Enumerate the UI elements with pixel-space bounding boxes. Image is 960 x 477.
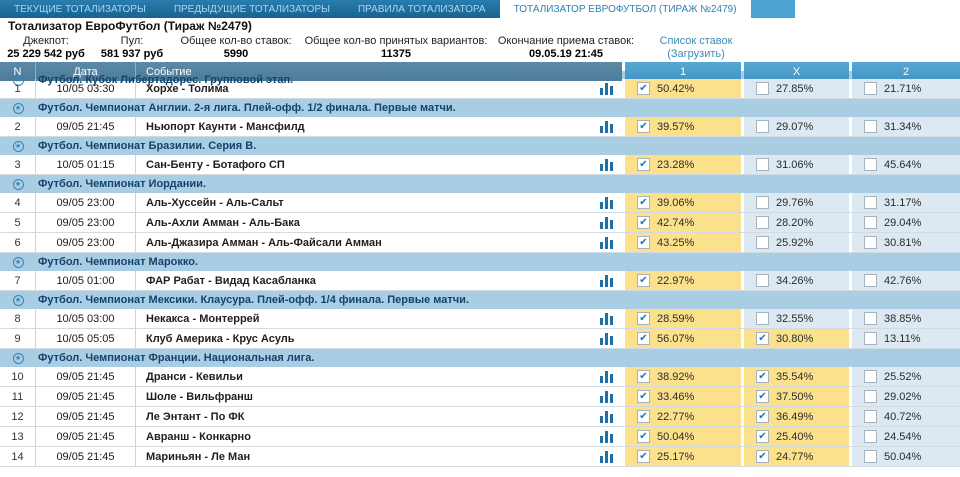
outcome-checkbox[interactable] [864, 274, 877, 287]
column-header-1: 1 [625, 62, 741, 81]
outcome-percentage: 34.26% [776, 274, 814, 287]
outcome-percentage: 31.17% [884, 196, 922, 209]
outcome-percentage: 21.71% [884, 82, 922, 95]
match-date: 09/05 21:45 [36, 117, 136, 136]
outcome-cell-2 [852, 427, 960, 446]
outcome-percentage: 37.50% [776, 390, 814, 403]
tournament-ball-icon: ★ [13, 75, 24, 86]
outcome-cell-x [744, 447, 849, 466]
outcome-cell-2 [852, 233, 960, 252]
stats-bars-icon[interactable] [592, 427, 622, 446]
match-teams: Ле Энтант - По ФК [146, 410, 245, 423]
outcome-cell-x [744, 233, 849, 252]
outcome-percentage: 39.06% [657, 196, 695, 209]
match-date: 09/05 23:00 [36, 213, 136, 232]
outcome-checkbox[interactable] [756, 236, 769, 249]
outcome-cell-1 [625, 117, 741, 136]
match-number: 12 [0, 407, 36, 426]
match-row [0, 117, 960, 137]
match-teams: Шоле - Вильфранш [146, 390, 253, 403]
outcome-checkbox[interactable] [864, 158, 877, 171]
match-teams: Авранш - Конкарно [146, 430, 251, 443]
tab-previous-totalizators[interactable]: ПРЕДЫДУЩИЕ ТОТАЛИЗАТОРЫ [160, 0, 344, 18]
outcome-checkbox[interactable]: ✔ [756, 332, 769, 345]
outcome-checkbox[interactable] [756, 312, 769, 325]
jackpot-label: Джекпот: [23, 35, 69, 47]
outcome-percentage: 30.81% [884, 236, 922, 249]
outcome-cell-2 [852, 387, 960, 406]
outcome-cell-1 [625, 407, 741, 426]
outcome-checkbox[interactable] [756, 120, 769, 133]
outcome-cell-2 [852, 407, 960, 426]
accepted-variants-label: Общее кол-во принятых вариантов: [304, 35, 488, 47]
column-header-x: X [744, 62, 849, 81]
match-teams: ФАР Рабат - Видад Касабланка [146, 274, 316, 287]
stats-bars-icon[interactable] [592, 117, 622, 136]
outcome-percentage: 36.49% [776, 410, 814, 423]
stats-bars-icon[interactable] [592, 329, 622, 348]
outcome-percentage: 33.46% [657, 390, 695, 403]
outcome-cell-1 [625, 367, 741, 386]
match-teams: Мариньян - Ле Ман [146, 450, 251, 463]
outcome-checkbox[interactable] [864, 332, 877, 345]
pool-block [92, 35, 172, 62]
outcome-cell-x [744, 271, 849, 290]
outcome-cell-x [744, 193, 849, 212]
bets-list-download-link[interactable] [640, 35, 752, 62]
outcome-percentage: 50.42% [657, 82, 695, 95]
outcome-cell-x [744, 367, 849, 386]
stats-bars-icon[interactable] [592, 407, 622, 426]
match-row [0, 79, 960, 99]
tournament-ball-icon: ★ [13, 141, 24, 152]
outcome-percentage: 38.85% [884, 312, 922, 325]
top-tab-bar [0, 0, 960, 18]
outcome-cell-2 [852, 155, 960, 174]
tournament-name: Футбол. Чемпионат Англии. 2-я лига. Плей-офф. 1/2 финала. Первые матчи. [38, 102, 456, 114]
outcome-cell-1 [625, 329, 741, 348]
match-number: 10 [0, 367, 36, 386]
match-date: 10/05 05:05 [36, 329, 136, 348]
outcome-checkbox[interactable] [864, 390, 877, 403]
outcome-checkbox[interactable]: ✔ [756, 370, 769, 383]
outcome-percentage: 56.07% [657, 332, 695, 345]
tournament-header-row [0, 253, 960, 271]
tournament-header-row [0, 175, 960, 193]
match-number: 4 [0, 193, 36, 212]
tournament-ball-icon: ★ [13, 295, 24, 306]
outcome-percentage: 29.02% [884, 390, 922, 403]
outcome-percentage: 24.54% [884, 430, 922, 443]
outcome-percentage: 28.59% [657, 312, 695, 325]
outcome-cell-x [744, 407, 849, 426]
outcome-cell-2 [852, 213, 960, 232]
outcome-checkbox[interactable]: ✔ [637, 312, 650, 325]
stats-bars-icon[interactable] [592, 367, 622, 386]
match-number: 3 [0, 155, 36, 174]
deadline-block [492, 35, 640, 62]
outcome-checkbox[interactable]: ✔ [637, 236, 650, 249]
match-number: 8 [0, 309, 36, 328]
outcome-cell-x [744, 329, 849, 348]
outcome-checkbox[interactable]: ✔ [637, 120, 650, 133]
tournament-header-row [0, 349, 960, 367]
match-number: 11 [0, 387, 36, 406]
match-row [0, 447, 960, 467]
total-bets-block [172, 35, 300, 62]
outcome-percentage: 24.77% [776, 450, 814, 463]
tournament-ball-icon: ★ [13, 353, 24, 364]
outcome-checkbox[interactable]: ✔ [637, 390, 650, 403]
outcome-checkbox[interactable] [864, 216, 877, 229]
match-teams: Хорхе - Толима [146, 82, 229, 95]
outcome-cell-1 [625, 447, 741, 466]
match-number: 5 [0, 213, 36, 232]
outcome-checkbox[interactable]: ✔ [637, 82, 650, 95]
tournament-name: Футбол. Чемпионат Франции. Национальная лига. [38, 352, 315, 364]
match-date: 09/05 21:45 [36, 387, 136, 406]
outcome-percentage: 50.04% [657, 430, 695, 443]
outcome-checkbox[interactable]: ✔ [756, 410, 769, 423]
match-row [0, 271, 960, 291]
jackpot-value: 25 229 542 руб [7, 48, 85, 60]
match-date: 09/05 21:45 [36, 367, 136, 386]
column-header-date: Дата [36, 62, 136, 81]
outcome-checkbox[interactable]: ✔ [637, 332, 650, 345]
stats-bars-icon[interactable] [592, 309, 622, 328]
outcome-cell-2 [852, 367, 960, 386]
outcome-checkbox[interactable]: ✔ [637, 430, 650, 443]
match-row [0, 427, 960, 447]
bets-list-link-line1: Список ставок [659, 35, 733, 47]
outcome-cell-1 [625, 427, 741, 446]
outcome-cell-x [744, 155, 849, 174]
outcome-percentage: 30.80% [776, 332, 814, 345]
match-row [0, 155, 960, 175]
outcome-cell-1 [625, 155, 741, 174]
outcome-cell-x [744, 427, 849, 446]
outcome-cell-x [744, 387, 849, 406]
match-number: 9 [0, 329, 36, 348]
outcome-cell-1 [625, 193, 741, 212]
pool-label: Пул: [120, 35, 144, 47]
match-row [0, 387, 960, 407]
outcome-percentage: 22.97% [657, 274, 695, 287]
column-header-2: 2 [852, 62, 960, 81]
tournament-name: Футбол. Чемпионат Мексики. Клаусура. Плей-офф. 1/4 финала. Первые матчи. [38, 294, 470, 306]
events-table-body [0, 71, 960, 467]
tournament-name: Футбол. Чемпионат Бразилии. Серия B. [38, 140, 257, 152]
stats-bars-icon[interactable] [592, 155, 622, 174]
total-bets-label: Общее кол-во ставок: [180, 35, 292, 47]
page-title: Тотализатор ЕвроФутбол (Тираж №2479) [8, 19, 252, 33]
outcome-percentage: 42.76% [884, 274, 922, 287]
stats-bars-icon[interactable] [592, 233, 622, 252]
match-number: 6 [0, 233, 36, 252]
jackpot-block [0, 35, 92, 62]
outcome-percentage: 29.04% [884, 216, 922, 229]
outcome-percentage: 23.28% [657, 158, 695, 171]
stats-bars-icon[interactable] [592, 447, 622, 466]
outcome-checkbox[interactable] [864, 410, 877, 423]
match-teams: Аль-Хуссейн - Аль-Сальт [146, 196, 284, 209]
outcome-checkbox[interactable] [864, 120, 877, 133]
outcome-percentage: 29.76% [776, 196, 814, 209]
outcome-cell-x [744, 213, 849, 232]
outcome-percentage: 35.54% [776, 370, 814, 383]
match-teams: Аль-Джазира Амман - Аль-Файсали Амман [146, 236, 382, 249]
match-date: 09/05 23:00 [36, 193, 136, 212]
draw-info-bar [0, 34, 960, 62]
outcome-cell-1 [625, 271, 741, 290]
total-bets-value: 5990 [223, 48, 249, 60]
match-number: 2 [0, 117, 36, 136]
outcome-percentage: 22.77% [657, 410, 695, 423]
stats-bars-icon[interactable] [592, 79, 622, 98]
outcome-checkbox[interactable] [864, 430, 877, 443]
outcome-cell-2 [852, 271, 960, 290]
match-date: 09/05 21:45 [36, 427, 136, 446]
outcome-cell-2 [852, 309, 960, 328]
outcome-checkbox[interactable]: ✔ [637, 216, 650, 229]
match-date: 10/05 03:30 [36, 79, 136, 98]
match-row [0, 309, 960, 329]
outcome-cell-1 [625, 309, 741, 328]
outcome-checkbox[interactable]: ✔ [637, 410, 650, 423]
outcome-percentage: 39.57% [657, 120, 695, 133]
accepted-variants-block [300, 35, 492, 62]
outcome-cell-1 [625, 213, 741, 232]
match-date: 09/05 23:00 [36, 233, 136, 252]
outcome-percentage: 32.55% [776, 312, 814, 325]
outcome-checkbox[interactable] [756, 274, 769, 287]
match-number: 7 [0, 271, 36, 290]
match-row [0, 367, 960, 387]
tournament-header-row [0, 291, 960, 309]
outcome-percentage: 50.04% [884, 450, 922, 463]
outcome-checkbox[interactable] [756, 196, 769, 209]
outcome-checkbox[interactable]: ✔ [756, 430, 769, 443]
tournament-header-row [0, 137, 960, 155]
outcome-checkbox[interactable] [864, 370, 877, 383]
outcome-percentage: 31.06% [776, 158, 814, 171]
tournament-ball-icon: ★ [13, 179, 24, 190]
outcome-checkbox[interactable] [756, 158, 769, 171]
tournament-ball-icon: ★ [13, 257, 24, 268]
outcome-checkbox[interactable] [756, 216, 769, 229]
outcome-cell-2 [852, 79, 960, 98]
outcome-checkbox[interactable] [864, 450, 877, 463]
outcome-checkbox[interactable]: ✔ [637, 274, 650, 287]
outcome-checkbox[interactable]: ✔ [637, 158, 650, 171]
match-row [0, 193, 960, 213]
tab-totalizator-rules[interactable]: ПРАВИЛА ТОТАЛИЗАТОРА [344, 0, 500, 18]
column-header-n: N [0, 62, 36, 81]
match-teams: Дранси - Кевильи [146, 370, 243, 383]
outcome-cell-1 [625, 233, 741, 252]
outcome-checkbox[interactable]: ✔ [637, 370, 650, 383]
outcome-percentage: 29.07% [776, 120, 814, 133]
column-header-event: Событие [146, 65, 192, 78]
outcome-percentage: 43.25% [657, 236, 695, 249]
tournament-name: Футбол. Кубок Либертадорес. Групповой этап. [38, 74, 294, 86]
outcome-checkbox[interactable]: ✔ [637, 450, 650, 463]
match-date: 10/05 03:00 [36, 309, 136, 328]
match-number: 1 [0, 79, 36, 98]
pool-value: 581 937 руб [100, 48, 164, 60]
match-date: 09/05 21:45 [36, 407, 136, 426]
accepted-variants-value: 11375 [381, 48, 411, 60]
outcome-percentage: 25.17% [657, 450, 695, 463]
match-teams: Некакса - Монтеррей [146, 312, 260, 325]
outcome-cell-1 [625, 79, 741, 98]
match-row [0, 329, 960, 349]
match-date: 10/05 01:00 [36, 271, 136, 290]
outcome-cell-2 [852, 193, 960, 212]
bets-list-link-line2: (Загрузить) [667, 48, 725, 60]
outcome-percentage: 28.20% [776, 216, 814, 229]
outcome-cell-2 [852, 329, 960, 348]
outcome-cell-1 [625, 387, 741, 406]
match-row [0, 407, 960, 427]
tournament-name: Футбол. Чемпионат Иордании. [38, 178, 206, 190]
outcome-checkbox[interactable] [864, 312, 877, 325]
match-date: 09/05 21:45 [36, 447, 136, 466]
outcome-percentage: 25.52% [884, 370, 922, 383]
outcome-percentage: 42.74% [657, 216, 695, 229]
match-row [0, 213, 960, 233]
outcome-cell-x [744, 79, 849, 98]
outcome-cell-2 [852, 117, 960, 136]
match-teams: Аль-Ахли Амман - Аль-Бака [146, 216, 300, 229]
tabbar-filler [751, 0, 795, 18]
stats-bars-icon[interactable] [592, 213, 622, 232]
outcome-percentage: 31.34% [884, 120, 922, 133]
outcome-checkbox[interactable] [756, 82, 769, 95]
match-teams: Клуб Америка - Крус Асуль [146, 332, 295, 345]
tab-eurofootball-draw-2479[interactable]: ТОТАЛИЗАТОР ЕВРОФУТБОЛ (ТИРАЖ №2479) [500, 0, 751, 18]
outcome-percentage: 27.85% [776, 82, 814, 95]
match-date: 10/05 01:15 [36, 155, 136, 174]
tab-current-totalizators[interactable]: ТЕКУЩИЕ ТОТАЛИЗАТОРЫ [0, 0, 160, 18]
match-row [0, 233, 960, 253]
outcome-percentage: 38.92% [657, 370, 695, 383]
tournament-header-row [0, 99, 960, 117]
outcome-percentage: 25.92% [776, 236, 814, 249]
tournament-ball-icon: ★ [13, 103, 24, 114]
outcome-cell-x [744, 309, 849, 328]
match-teams: Ньюпорт Каунти - Мансфилд [146, 120, 305, 133]
deadline-value: 09.05.19 21:45 [528, 48, 603, 60]
outcome-checkbox[interactable] [864, 82, 877, 95]
outcome-percentage: 45.64% [884, 158, 922, 171]
stats-bars-icon[interactable] [592, 193, 622, 212]
outcome-percentage: 13.11% [884, 332, 921, 345]
outcome-percentage: 40.72% [884, 410, 922, 423]
match-teams: Сан-Бенту - Ботафого СП [146, 158, 285, 171]
outcome-checkbox[interactable] [864, 196, 877, 209]
tournament-name: Футбол. Чемпионат Марокко. [38, 256, 199, 268]
outcome-checkbox[interactable]: ✔ [756, 390, 769, 403]
deadline-label: Окончание приема ставок: [497, 35, 635, 47]
match-number: 14 [0, 447, 36, 466]
match-number: 13 [0, 427, 36, 446]
stats-bars-icon[interactable] [592, 387, 622, 406]
outcome-checkbox[interactable] [864, 236, 877, 249]
outcome-checkbox[interactable]: ✔ [637, 196, 650, 209]
outcome-cell-2 [852, 447, 960, 466]
stats-bars-icon[interactable] [592, 271, 622, 290]
outcome-cell-x [744, 117, 849, 136]
outcome-percentage: 25.40% [776, 430, 814, 443]
outcome-checkbox[interactable]: ✔ [756, 450, 769, 463]
